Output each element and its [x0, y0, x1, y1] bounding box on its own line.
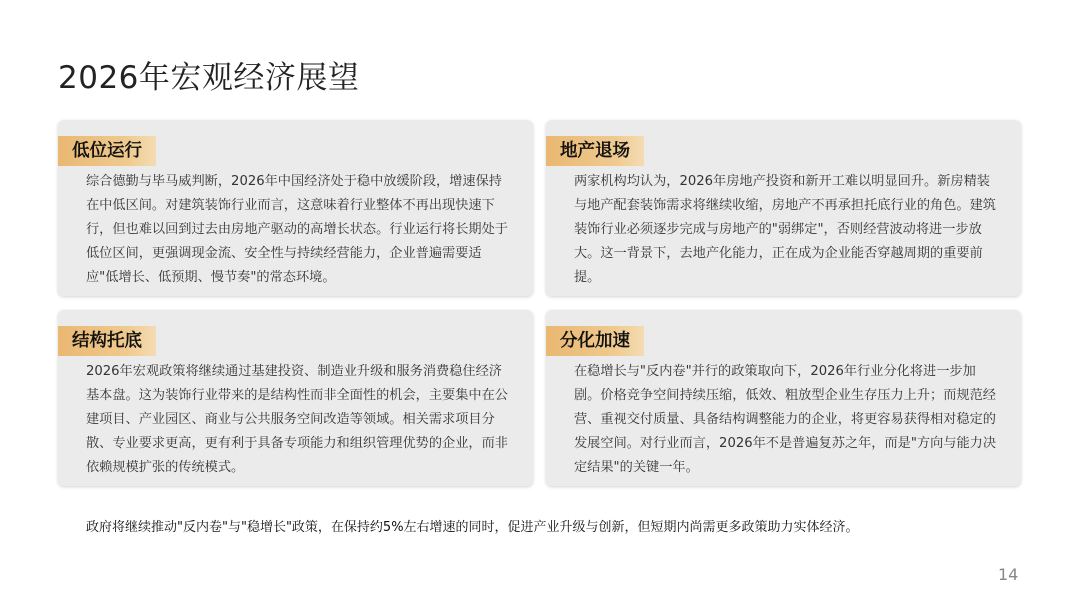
- card-structural-support: [58, 310, 533, 486]
- card-low-operation: [58, 120, 533, 296]
- page-number: 14: [998, 565, 1019, 584]
- card-accelerated-divergence: [546, 310, 1021, 486]
- card-text: 两家机构均认为，2026年房地产投资和新开工难以明显回升。新房精装与地产配套装饰需求将继续收缩，房地产不再承担托底行业的角色。建筑装饰行业必须逐步完成与房地产的"弱绑定"，否则经营波动将进一步放大。这一背景下，去地产化能力，正在成为企业能否穿越周期的重要前提。: [574, 174, 996, 285]
- card-label: 分化加速: [546, 326, 644, 356]
- page-title: 2026年宏观经济展望: [58, 60, 360, 96]
- footnote: 政府将继续推动"反内卷"与"稳增长"政策，在保持约5%左右增速的同时，促进产业升级与创新，但短期内尚需更多政策助力实体经济。: [86, 520, 859, 535]
- card-text: 2026年宏观政策将继续通过基建投资、制造业升级和服务消费稳住经济基本盘。这为装饰行业带来的是结构性而非全面性的机会，主要集中在公建项目、产业园区、商业与公共服务空间改造等领域。相关需求项目分散、专业要求更高，更有利于具备专项能力和组织管理优势的企业，而非依赖规模扩张的传统模式。: [86, 364, 508, 475]
- card-label: 结构托底: [58, 326, 156, 356]
- card-real-estate-exit: [546, 120, 1021, 296]
- card-label: 低位运行: [58, 136, 156, 166]
- card-text: 综合德勤与毕马威判断，2026年中国经济处于稳中放缓阶段，增速保持在中低区间。对建筑装饰行业而言，这意味着行业整体不再出现快速下行，但也难以回到过去由房地产驱动的高增长状态。行业运行将长期处于低位区间，更强调现金流、安全性与持续经营能力，企业普遍需要适应"低增长、低预期、慢节奏"的常态环境。: [86, 174, 508, 285]
- card-text: 在稳增长与"反内卷"并行的政策取向下，2026年行业分化将进一步加剧。价格竞争空间持续压缩，低效、粗放型企业生存压力上升；而规范经营、重视交付质量、具备结构调整能力的企业，将更容易获得相对稳定的发展空间。对行业而言，2026年不是普遍复苏之年，而是"方向与能力决定结果"的关键一年。: [574, 364, 997, 475]
- card-label: 地产退场: [546, 136, 644, 166]
